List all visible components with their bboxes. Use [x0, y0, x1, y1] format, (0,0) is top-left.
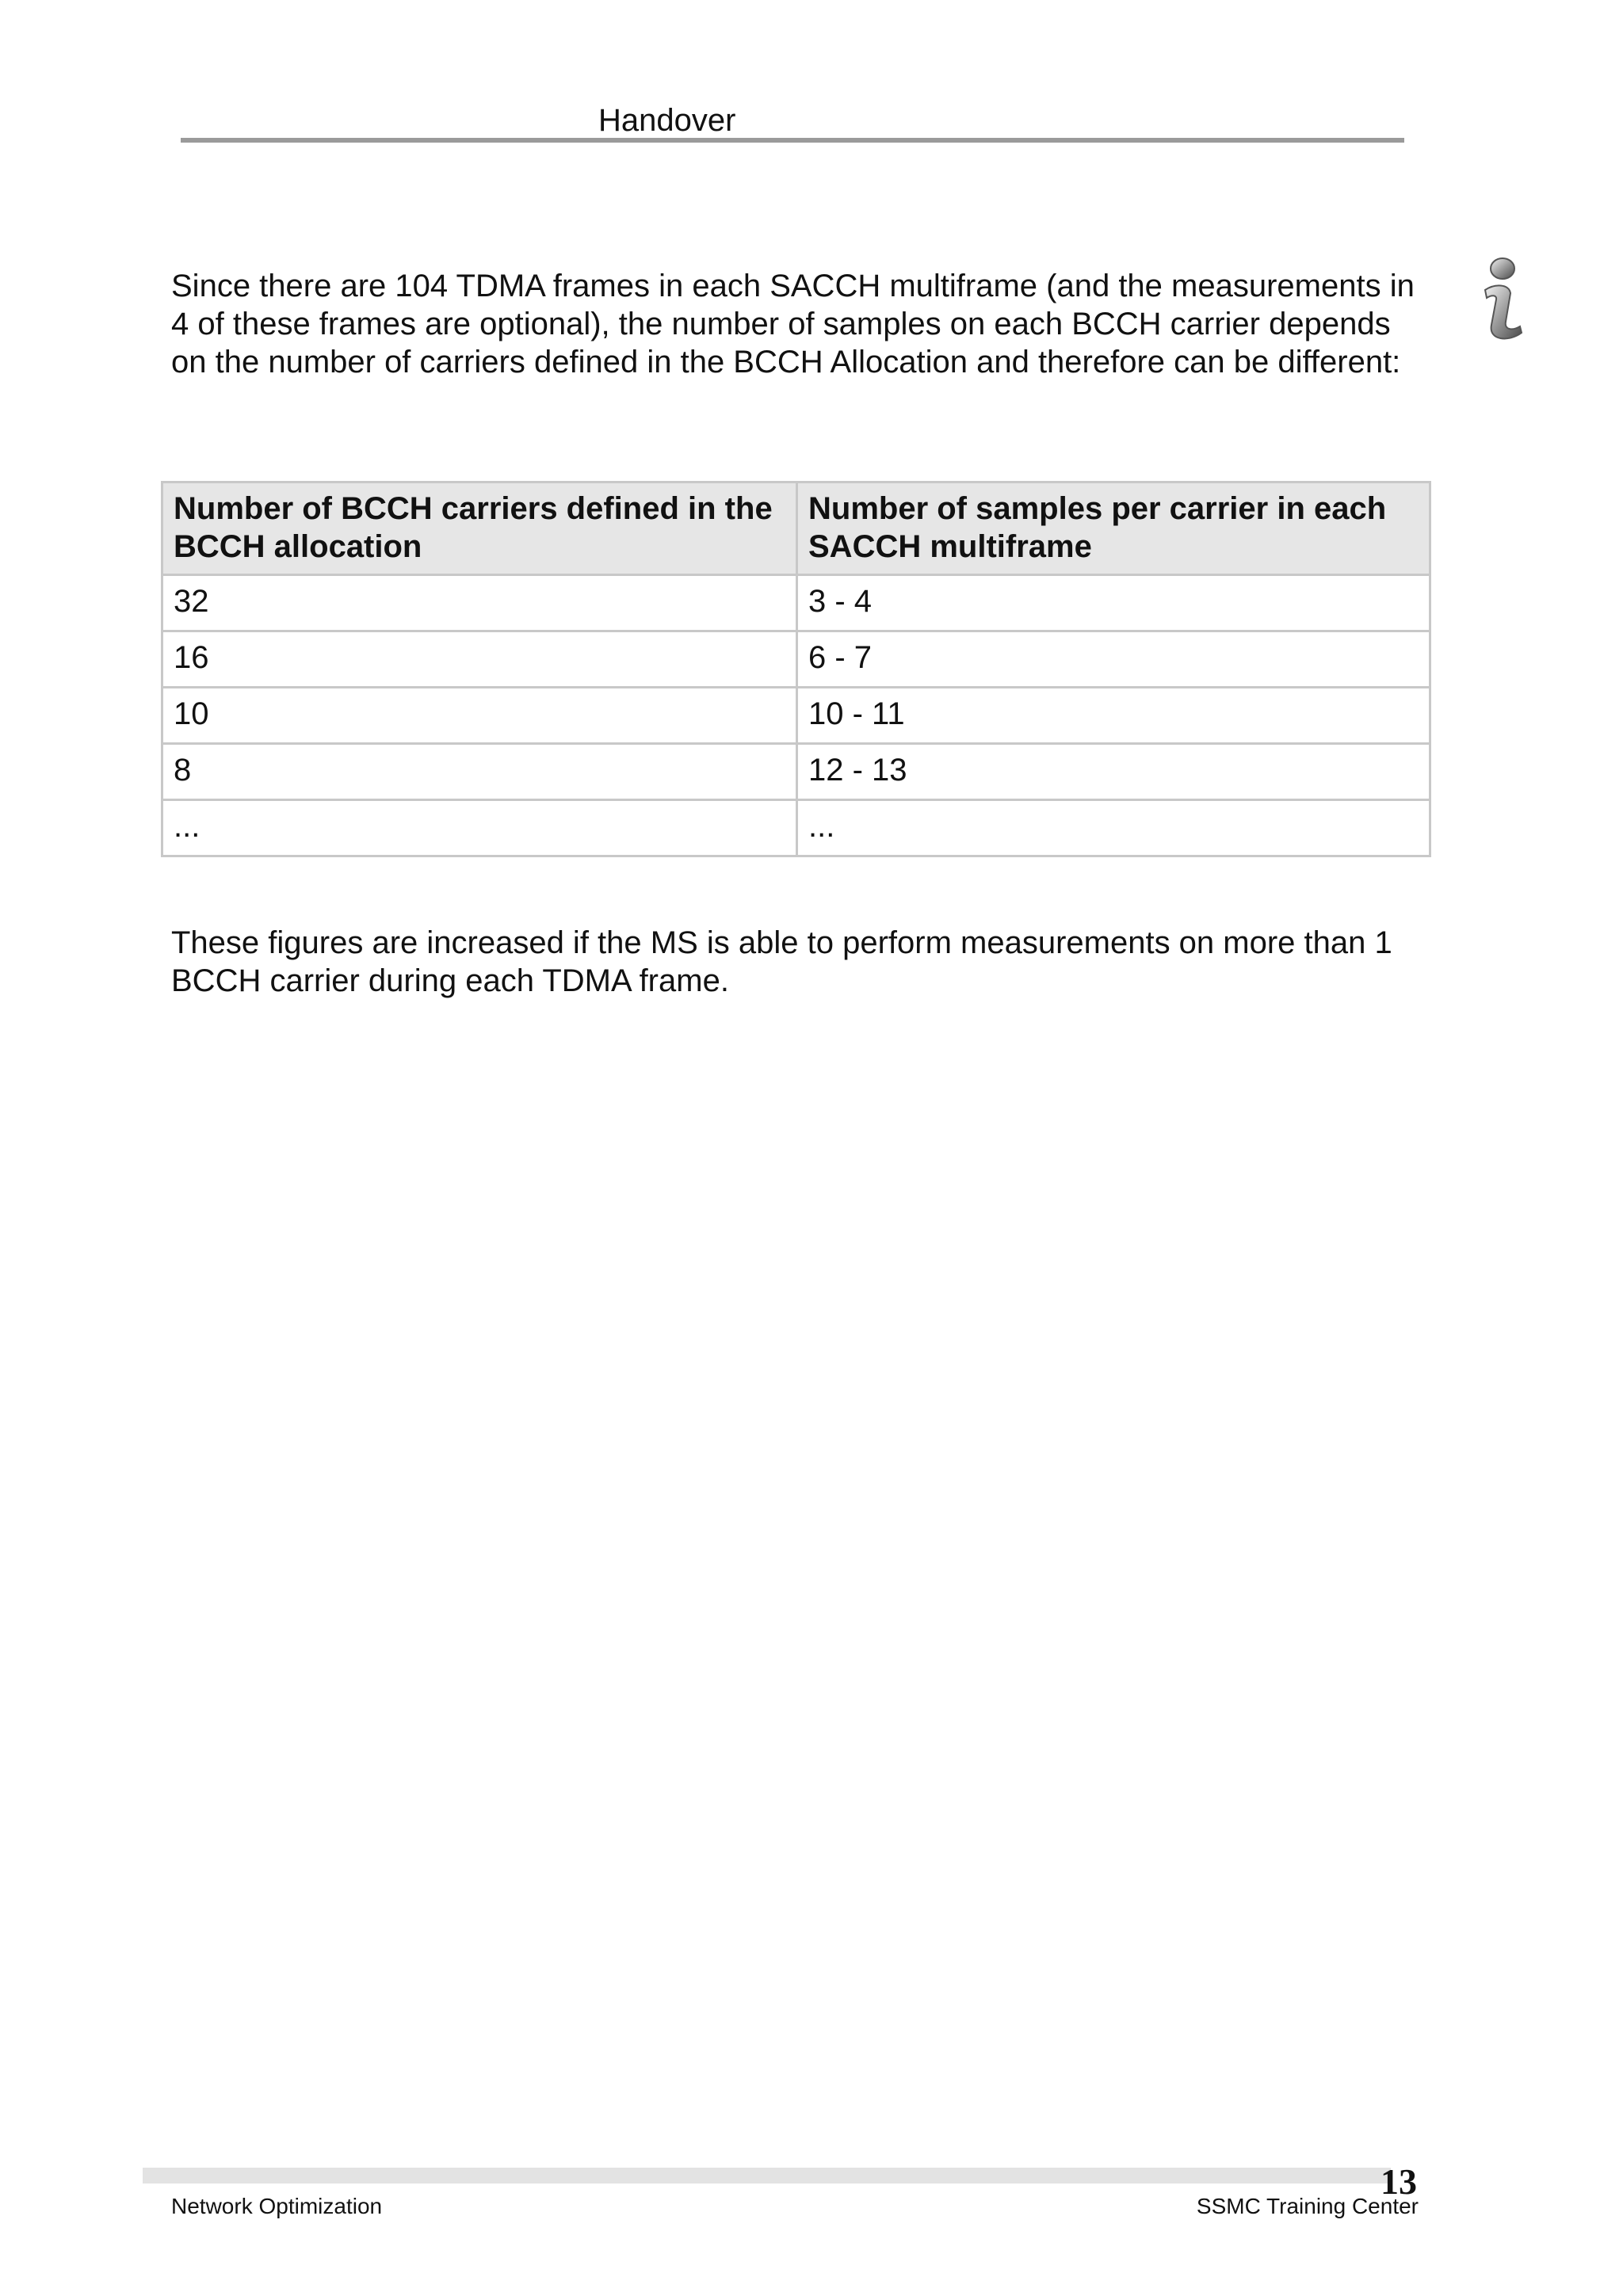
- table-cell: 6 - 7: [797, 631, 1430, 688]
- samples-table: [161, 481, 1431, 857]
- page-number: 13: [1381, 2161, 1417, 2202]
- table-row: [162, 744, 1430, 800]
- intro-paragraph: Since there are 104 TDMA frames in each SACCH multiframe (and the measurements in 4 of these frames are optional), the number of samples on each BCCH carrier depends on the number of carriers defined in the BCCH Allocation and therefore can be different:: [171, 269, 1415, 379]
- table-cell: 8: [162, 744, 797, 800]
- column-header-samples: Number of samples per carrier in each SACCH multiframe: [797, 482, 1430, 575]
- table-cell: 12 - 13: [797, 744, 1430, 800]
- table-header-row: [162, 482, 1430, 575]
- table-cell: 16: [162, 631, 797, 688]
- header-divider: [181, 138, 1404, 143]
- table-row: [162, 575, 1430, 631]
- footer-right-text: SSMC Training Center: [1196, 2194, 1419, 2218]
- footer-bar: [143, 2168, 1391, 2183]
- table-cell: 10 - 11: [797, 688, 1430, 744]
- footer-left-text: Network Optimization: [171, 2194, 383, 2218]
- column-header-carriers: Number of BCCH carriers defined in the BCCH allocation: [162, 482, 797, 575]
- table-cell: 3 - 4: [797, 575, 1430, 631]
- page-header-title: Handover: [598, 103, 736, 138]
- table-row: [162, 800, 1430, 856]
- table-cell: 32: [162, 575, 797, 631]
- table-row: [162, 688, 1430, 744]
- outro-paragraph: These figures are increased if the MS is able to perform measurements on more than 1 BCCH carrier during each TDMA frame.: [171, 925, 1392, 998]
- table-cell: ...: [162, 800, 797, 856]
- table-cell: ...: [797, 800, 1430, 856]
- table-cell: 10: [162, 688, 797, 744]
- table-row: [162, 631, 1430, 688]
- info-icon: [1474, 255, 1529, 342]
